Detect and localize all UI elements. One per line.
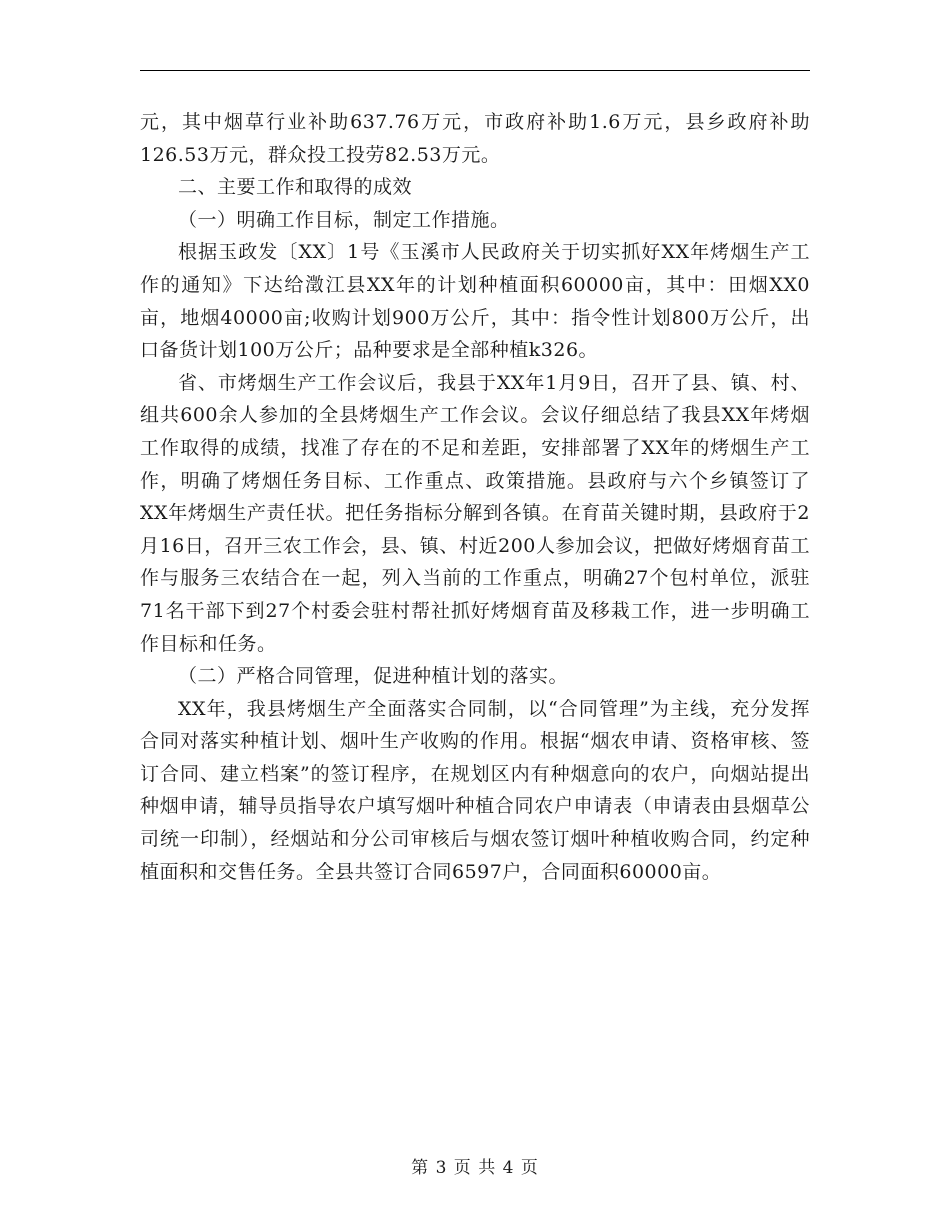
paragraph-meeting: 省、市烤烟生产工作会议后，我县于XX年1月9日，召开了县、镇、村、组共600余人参加的全县烤烟生产工作会议。会议仔细总结了我县XX年烤烟工作取得的成绩，找准了存在的不足和差距，安排部署了XX年的烤烟生产工作，明确了烤烟任务目标、工作重点、政策措施。县政府与六个乡镇签订了XX年烤烟生产责任状。把任务指标分解到各镇。在育苗关键时期，县政府于2月16日，召开三农工作会，县、镇、村近200人参加会议，把做好烤烟育苗工作与服务三农结合在一起，列入当前的工作重点，明确27个包村单位，派驻71名干部下到27个村委会驻村帮社抓好烤烟育苗及移栽工作，进一步明确工作目标和任务。 bbox=[140, 371, 810, 655]
page-footer: 第 3 页 共 4 页 bbox=[411, 1158, 539, 1178]
header-rule bbox=[140, 70, 810, 71]
subsection-heading-2: （二）严格合同管理，促进种植计划的落实。 bbox=[178, 665, 569, 688]
section-heading: 二、主要工作和取得的成效 bbox=[178, 176, 413, 199]
subsection-heading-1: （一）明确工作目标，制定工作措施。 bbox=[178, 208, 510, 231]
paragraph-targets: 根据玉政发〔XX〕1号《玉溪市人民政府关于切实抓好XX年烤烟生产工作的通知》下达给澂江县XX年的计划种植面积60000亩，其中：田烟XX0亩，地烟40000亩;收购计划900万公斤，其中：指令性计划800万公斤，出口备货计划100万公斤；品种要求是全部种植k326。 bbox=[140, 241, 810, 362]
paragraph-contract: XX年，我县烤烟生产全面落实合同制，以“合同管理”为主线，充分发挥合同对落实种植计划、烟叶生产收购的作用。根据“烟农申请、资格审核、签订合同、建立档案”的签订程序，在规划区内有种烟意向的农户，向烟站提出种烟申请，辅导员指导农户填写烟叶种植合同农户申请表（申请表由县烟草公司统一印制），经烟站和分公司审核后与烟农签订烟叶种植收购合同，约定种植面积和交售任务。全县共签订合同6597户，合同面积60000亩。 bbox=[140, 697, 810, 883]
paragraph-continuation: 元，其中烟草行业补助637.76万元，市政府补助1.6万元，县乡政府补助126.53万元，群众投工投劳82.53万元。 bbox=[140, 111, 810, 166]
document-body bbox=[140, 106, 810, 888]
